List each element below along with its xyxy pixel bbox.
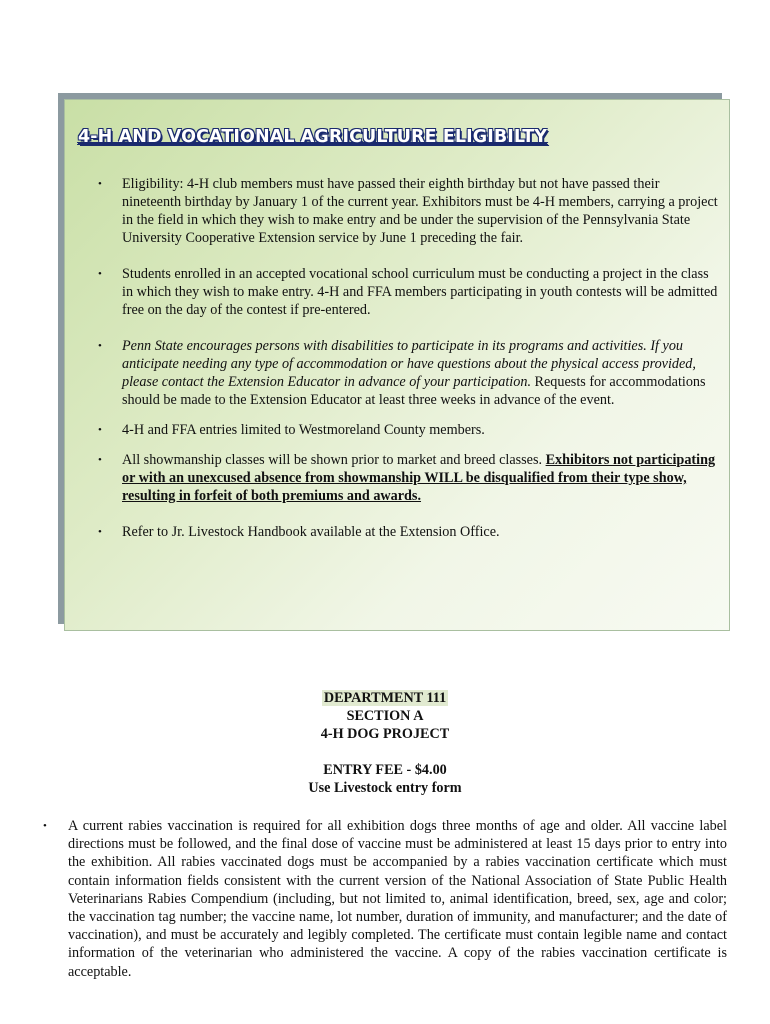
bullet-icon: • (98, 526, 102, 538)
rabies-rule: • A current rabies vaccination is required for all exhibition dogs three months of age and older. All vaccine label directions must be followed, and the final dose of vaccine must be administered at least 15 days prior to entry into the exhibition. All rabies vaccinated dogs must be accompanied by a rabies vaccination certificate which must contain information fields consistent with the current version of the National Association of State Public Health Veterinarians Rabies Compendium (including, but not limited to, animal identification, breed, sex, age and color; the vaccination tag number; the vaccine name, lot number, duration of immunity, and manufacturer; and the date of vaccination), and must be accurately and legibly completed. The certificate must contain legible name and contact information of the veterinarian who administered the vaccine. A copy of the rabies vaccination certificate is acceptable. (43, 818, 727, 980)
bullet-icon: • (98, 340, 102, 352)
eligibility-title: 4-H AND VOCATIONAL AGRICULTURE ELIGIBILTY (78, 127, 548, 147)
eligibility-item-county: • 4-H and FFA entries limited to Westmoreland County members. (98, 422, 485, 438)
bullet-icon: • (98, 424, 102, 436)
department-number: DEPARTMENT 111 (323, 690, 447, 706)
dog-rules-list (0, 817, 770, 981)
entry-form-note: Use Livestock entry form (308, 780, 462, 796)
eligibility-box (64, 99, 730, 631)
eligibility-item-vocational: • Students enrolled in an accepted vocational school curriculum must be conducting a project in the class in which they wish to make entry. 4-H and FFA members participating in youth contests will be admitted free on the day of the contest if pre-entered. (98, 266, 718, 318)
bullet-icon: • (98, 454, 102, 466)
entry-fee-block (0, 761, 770, 797)
eligibility-item-handbook: • Refer to Jr. Livestock Handbook available at the Extension Office. (98, 524, 500, 540)
bullet-icon: • (43, 820, 47, 832)
eligibility-item-showmanship: • All showmanship classes will be shown prior to market and breed classes. Exhibitors not participating or with an unexcused absence from showmanship WILL be disqualified from their type show, resulting in forfeit of both premiums and awards. (98, 452, 716, 504)
department-heading (0, 689, 770, 743)
eligibility-list (65, 175, 731, 559)
section-label: SECTION A (346, 708, 424, 724)
bullet-icon: • (98, 178, 102, 190)
entry-fee: ENTRY FEE - $4.00 (323, 762, 447, 778)
eligibility-item-age: • Eligibility: 4-H club members must have passed their eighth birthday but not have passed their nineteenth birthday by January 1 of the current year. Exhibitors must be 4-H members, carrying a project in the field in which they wish to make entry and be under the supervision of the Pennsylvania State University Cooperative Extension service by June 1 preceding the fair. (98, 176, 718, 246)
project-name: 4-H DOG PROJECT (320, 726, 450, 742)
eligibility-item-disabilities: • Penn State encourages persons with disabilities to participate in its programs and activities. If you anticipate needing any type of accommodation or have questions about the physical access provided, please contact the Extension Educator in advance of your participation. Requests for accommodations should be made to the Extension Educator at least three weeks in advance of the event. (98, 338, 706, 408)
bullet-icon: • (98, 268, 102, 280)
